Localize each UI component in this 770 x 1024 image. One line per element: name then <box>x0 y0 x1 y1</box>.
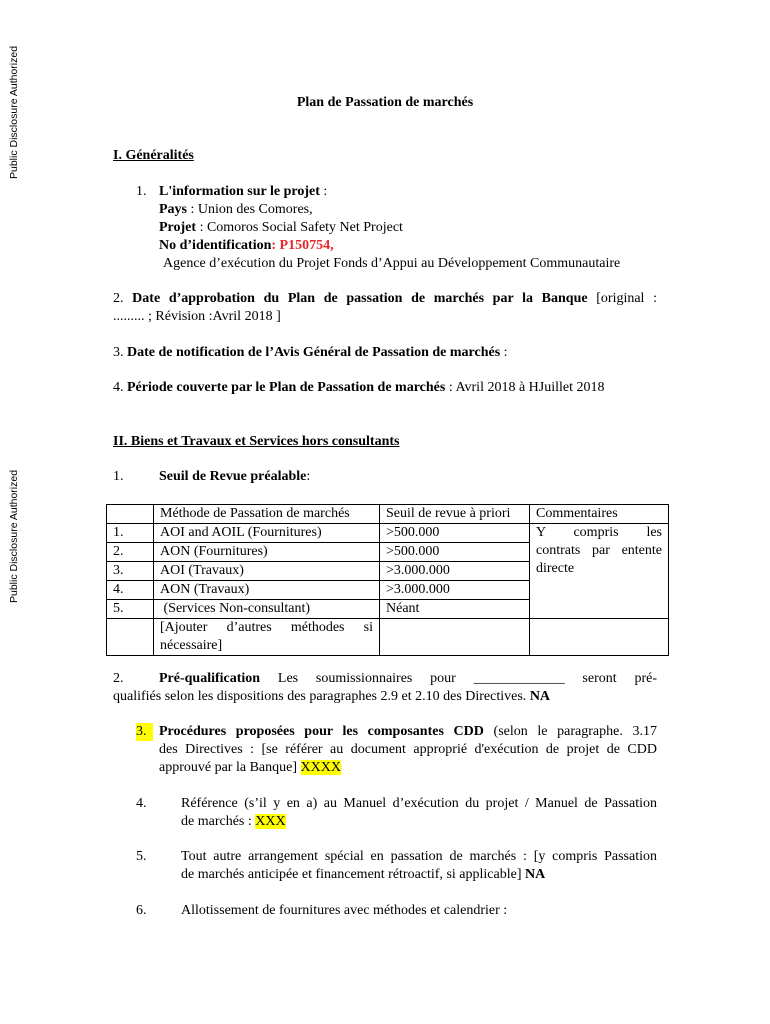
table-row-add-methods <box>107 619 669 656</box>
notification-date-number: 3. <box>113 345 127 360</box>
approval-date-value-1: [original : <box>587 291 658 306</box>
row-number: 1. <box>107 524 154 543</box>
section-2-heading: II. Biens et Travaux et Services hors consultants <box>113 434 400 449</box>
row-method: AON (Travaux) <box>154 581 380 600</box>
manual-line2-text: de marchés : <box>181 814 256 829</box>
approval-date-value-2: ......... ; Révision :Avril 2018 ] <box>113 309 281 324</box>
special-arrangement-line1: Tout autre arrangement spécial en passation de marchés : [y compris Passation <box>181 849 657 864</box>
pays-line <box>159 201 313 219</box>
manual-placeholder: XXX <box>255 814 286 829</box>
cdd-line2: des Directives : [se référer au document approprié d'exécution de projet de CDD <box>159 742 657 757</box>
prequalification-line1 <box>113 670 657 688</box>
allotment-line: Allotissement de fournitures avec méthodes et calendrier : <box>181 903 508 918</box>
seuil-line <box>159 468 310 486</box>
projet-label: Projet <box>159 220 197 235</box>
period-number: 4. <box>113 380 127 395</box>
special-arrangement-number: 5. <box>136 849 147 864</box>
row-number: 5. <box>107 600 154 619</box>
row-threshold: >3.000.000 <box>380 562 530 581</box>
document-title: Plan de Passation de marchés <box>296 95 474 110</box>
row-threshold: >500.000 <box>380 524 530 543</box>
special-arrangement-paragraph <box>181 848 657 884</box>
project-info-suffix: : <box>319 184 328 199</box>
project-info-label: L'information sur le projet <box>159 184 320 199</box>
pays-label: Pays <box>159 202 187 217</box>
row-method: AOI and AOIL (Fournitures) <box>154 524 380 543</box>
comment-line-2: contrats par entente <box>536 543 662 558</box>
cdd-label: Procédures proposées pour les composantes CDD <box>159 724 484 739</box>
seuil-label: Seuil de Revue préalable <box>159 469 307 484</box>
pays-value: : Union des Comores, <box>187 202 313 217</box>
row-method: AOI (Travaux) <box>154 562 380 581</box>
prequalification-label: Pré-qualification <box>159 671 261 686</box>
prequalification-text-1 <box>159 670 657 688</box>
row-number: 3. <box>107 562 154 581</box>
row-threshold: >500.000 <box>380 543 530 562</box>
approval-date-number: 2. <box>113 291 133 306</box>
prequalification-line2 <box>113 688 657 706</box>
projet-value: : Comoros Social Safety Net Project <box>196 220 403 235</box>
disclosure-watermark-bottom: Public Disclosure Authorized <box>8 469 20 603</box>
row-number: 2. <box>107 543 154 562</box>
special-arrangement-line2-text: de marchés anticipée et financement rétroactif, si applicable] <box>181 867 525 882</box>
cdd-line3-text: approuvé par la Banque] <box>159 760 301 775</box>
table-header-method: Méthode de Passation de marchés <box>154 505 380 524</box>
seuil-number: 1. <box>113 469 124 484</box>
period-line <box>113 379 605 397</box>
manual-number: 4. <box>136 796 147 811</box>
manual-line1: Référence (s’il y en a) au Manuel d’exécution du projet / Manuel de Passation <box>181 796 657 811</box>
period-label: Période couverte par le Plan de Passation de marchés <box>127 380 446 395</box>
special-arrangement-line2 <box>181 866 657 884</box>
item-1-number: 1. <box>136 184 147 199</box>
special-arrangement-na: NA <box>525 867 546 882</box>
comment-line-3: directe <box>536 561 575 576</box>
row-threshold: >3.000.000 <box>380 581 530 600</box>
cdd-placeholder: XXXX <box>300 760 341 775</box>
approval-date-line1 <box>113 290 657 308</box>
notification-date-label: Date de notification de l’Avis Général de Passation de marchés <box>127 345 501 360</box>
prequalification-rest: Les soumissionnaires pour _____________ seront pré- <box>260 671 657 686</box>
disclosure-watermark-top: Public Disclosure Authorized <box>8 45 20 179</box>
projet-line <box>159 219 403 237</box>
row-number: 4. <box>107 581 154 600</box>
manual-paragraph <box>181 795 657 831</box>
cdd-line3 <box>159 759 657 777</box>
prequalification-text-2: qualifiés selon les dispositions des paragraphes 2.9 et 2.10 des Directives. <box>113 689 530 704</box>
manual-line2 <box>181 813 657 831</box>
table-header-row <box>107 505 669 524</box>
notification-date-value: : <box>500 345 508 360</box>
row-threshold-empty <box>380 619 530 656</box>
table-header-threshold: Seuil de revue à priori <box>380 505 530 524</box>
row-method: AON (Fournitures) <box>154 543 380 562</box>
prequalification-paragraph <box>113 670 657 706</box>
cdd-number: 3. <box>136 723 153 741</box>
cdd-paragraph <box>159 723 657 777</box>
row-threshold: Néant <box>380 600 530 619</box>
agence-line: Agence d’exécution du Projet Fonds d’Appui au Développement Communautaire <box>163 256 621 271</box>
approval-date-paragraph <box>113 290 657 326</box>
identification-label: No d’identification <box>159 238 272 253</box>
row-comment-empty <box>530 619 669 656</box>
seuil-suffix: : <box>306 469 311 484</box>
cdd-line1 <box>159 723 657 741</box>
table-row <box>107 524 669 543</box>
procurement-methods-table <box>106 504 669 656</box>
comment-line-1: Y compris les <box>536 525 662 540</box>
prequalification-number: 2. <box>113 671 124 686</box>
allotment-number: 6. <box>136 903 147 918</box>
comments-cell <box>530 524 669 619</box>
project-info-line <box>159 183 327 201</box>
row-number-empty <box>107 619 154 656</box>
approval-date-label: Date d’approbation du Plan de passation de marchés par la Banque <box>132 291 588 306</box>
identification-line <box>159 237 334 255</box>
cdd-line1-rest: (selon le paragraphe. 3.17 <box>483 724 657 739</box>
prequalification-na: NA <box>529 689 551 704</box>
add-methods-cell: [Ajouter d’autres méthodes si nécessaire] <box>154 619 380 656</box>
notification-date-line <box>113 344 508 362</box>
identification-value: : P150754, <box>271 238 334 253</box>
table-header-comments: Commentaires <box>530 505 669 524</box>
table-header-num <box>107 505 154 524</box>
period-value: : Avril 2018 à HJuillet 2018 <box>445 380 605 395</box>
section-1-heading: I. Généralités <box>113 148 194 163</box>
row-method: (Services Non-consultant) <box>154 600 380 619</box>
